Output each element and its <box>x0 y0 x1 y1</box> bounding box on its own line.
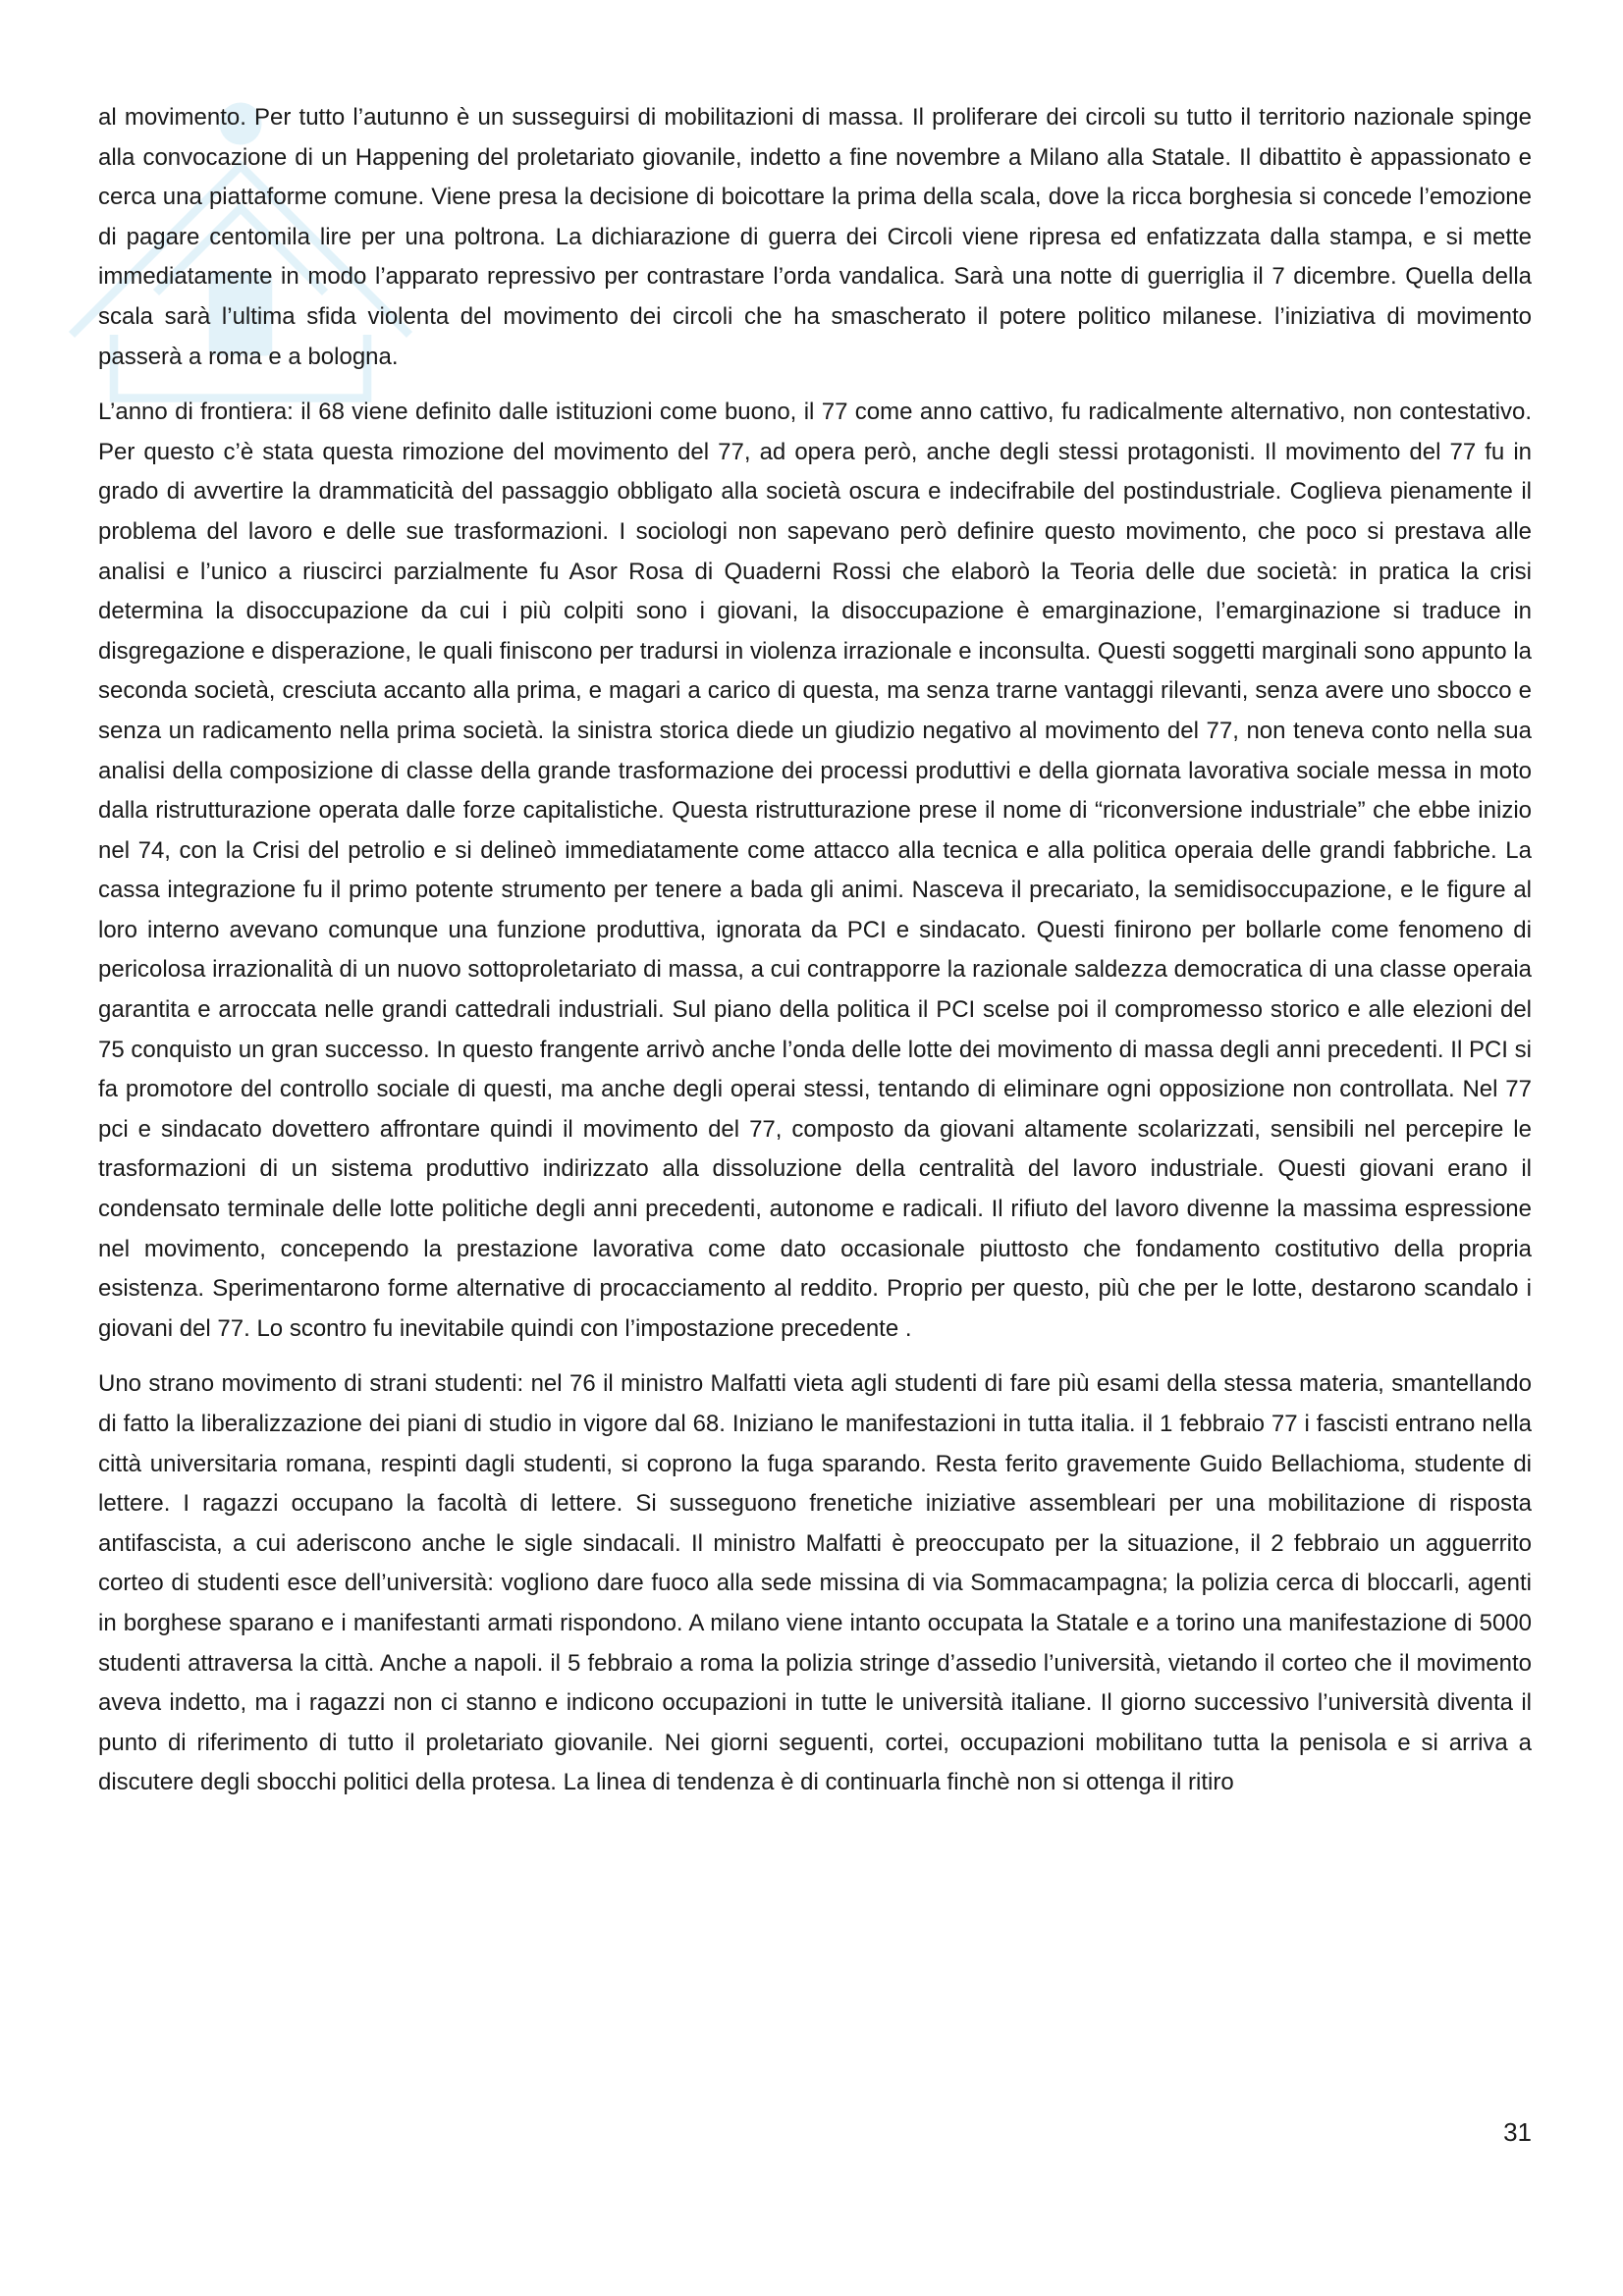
paragraph: Uno strano movimento di strani studenti: nel 76 il ministro Malfatti vieta agli studenti di fare più esami della stessa materia, smantellando di fatto la liberalizzazione dei piani di studio in vigore dal 68. Iniziano le manifestazioni in tutta italia. il 1 febbraio 77 i fascisti entrano nella città universitaria romana, respinti dagli studenti, si coprono la fuga sparando. Resta ferito gravemente Guido Bellachioma, studente di lettere. I ragazzi occupano la facoltà di lettere. Si susseguono frenetiche iniziative assembleari per una mobilitazione di risposta antifascista, a cui aderiscono anche le sigle sindacali. Il ministro Malfatti è preoccupato per la situazione, il 2 febbraio un agguerrito corteo di studenti esce dell’università: vogliono dare fuoco alla sede missina di via Sommacampagna; la polizia cerca di bloccarli, agenti in borghese sparano e i manifestanti armati rispondono. A milano viene intanto occupata la Statale e a torino una manifestazione di 5000 studenti attraversa la città. Anche a napoli. il 5 febbraio a roma la polizia stringe d’assedio l’università, vietando il corteo che il movimento aveva indetto, ma i ragazzi non ci stanno e indicono occupazioni in tutte le università italiane. Il giorno successivo l’università diventa il punto di riferimento di tutto il proletariato giovanile. Nei giorni seguenti, cortei, occupazioni mobilitano tutta la penisola e si arriva a discutere degli sbocchi politici della protesa. La linea di tendenza è di continuarla finchè non si ottenga il ritiro <box>98 1370 1532 1796</box>
paragraph: L’anno di frontiera: il 68 viene definito dalle istituzioni come buono, il 77 come anno cattivo, fu radicalmente alternativo, non contestativo. Per questo c’è stata questa rimozione del movimento del 77, ad opera però, anche degli stessi protagonisti. Il movimento del 77 fu in grado di avvertire la drammaticità del passaggio obbligato alla società oscura e indecifrabile del postindustriale. Coglieva pienamente il problema del lavoro e delle sue trasformazioni. I sociologi non sapevano però definire questo movimento, che poco si prestava alle analisi e l’unico a riuscirci parzialmente fu Asor Rosa di Quaderni Rossi che elaborò la Teoria delle due società: in pratica la crisi determina la disoccupazione da cui i più colpiti sono i giovani, la disoccupazione è emarginazione, l’emarginazione si traduce in disgregazione e disperazione, le quali finiscono per tradursi in violenza irrazionale e inconsulta. Questi soggetti marginali sono appunto la seconda società, cresciuta accanto alla prima, e magari a carico di questa, ma senza trarne vantaggi rilevanti, senza avere uno sbocco e senza un radicamento nella prima società. la sinistra storica diede un giudizio negativo al movimento del 77, non teneva conto nella sua analisi della composizione di classe della grande trasformazione dei processi produttivi e della giornata lavorativa sociale messa in moto dalla ristrutturazione operata dalle forze capitalistiche. Questa ristrutturazione prese il nome di “riconversione industriale” che ebbe inizio nel 74, con la Crisi del petrolio e si delineò immediatamente come attacco alla tecnica e alla politica operaia delle grandi fabbriche. La cassa integrazione fu il primo potente strumento per tenere a bada gli animi. Nasceva il precariato, la semidisoccupazione, e le figure al loro interno avevano comunque una funzione produttiva, ignorata da PCI e sindacato. Questi finirono per bollarle come fenomeno di pericolosa irrazionalità di un nuovo sottoproletariato di massa, a cui contrapporre la razionale saldezza democratica di una classe operaia garantita e arroccata nelle grandi cattedrali industriali. Sul piano della politica il PCI scelse poi il compromesso storico e alle elezioni del 75 conquisto un gran successo. In questo frangente arrivò anche l’onda delle lotte dei movimento di massa degli anni precedenti. Il PCI si fa promotore del controllo sociale di questi, ma anche degli operai stessi, tentando di eliminare ogni opposizione non controllata. Nel 77 pci e sindacato dovettero affrontare quindi il movimento del 77, composto da giovani altamente scolarizzati, sensibili nel percepire le trasformazioni di un sistema produttivo indirizzato alla dissoluzione della centralità del lavoro industriale. Questi giovani erano il condensato terminale delle lotte politiche degli anni precedenti, autonome e radicali. Il rifiuto del lavoro divenne la massima espressione nel movimento, concependo la prestazione lavorativa come dato occasionale piuttosto che fondamento costitutivo della propria esistenza. Sperimentarono forme alternative di procacciamento al reddito. Proprio per questo, più che per le lotte, destarono scandalo i giovani del 77. Lo scontro fu inevitabile quindi con l’impostazione precedente . <box>98 399 1532 1342</box>
document-body <box>98 98 1532 1819</box>
paragraph: al movimento. Per tutto l’autunno è un susseguirsi di mobilitazioni di massa. Il proliferare dei circoli su tutto il territorio nazionale spinge alla convocazione di un Happening del proletariato giovanile, indetto a fine novembre a Milano alla Statale. Il dibattito è appassionato e cerca una piattaforme comune. Viene presa la decisione di boicottare la prima della scala, dove la ricca borghesia si concede l’emozione di pagare centomila lire per una poltrona. La dichiarazione di guerra dei Circoli viene ripresa ed enfatizzata dalla stampa, e si mette immediatamente in modo l’apparato repressivo per contrastare l’orda vandalica. Sarà una notte di guerriglia il 7 dicembre. Quella della scala sarà l’ultima sfida violenta del movimento dei circoli che ha smascherato il potere politico milanese. l’iniziativa di movimento passerà a roma e a bologna. <box>98 104 1532 370</box>
page-number: 31 <box>1503 2117 1532 2147</box>
